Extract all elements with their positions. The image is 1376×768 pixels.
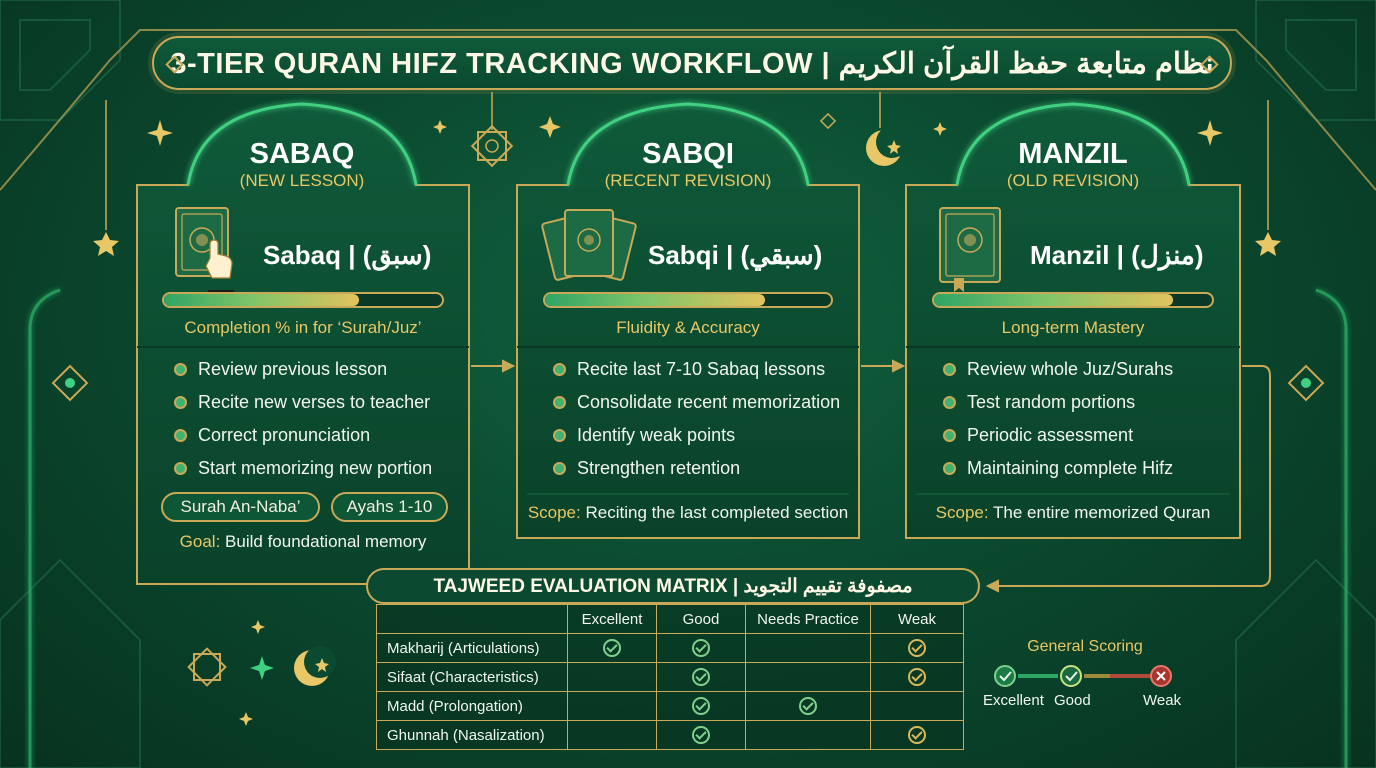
tajweed-matrix-table — [376, 604, 964, 750]
row-label: Sifaat (Characteristics) — [377, 663, 568, 692]
metric-label-sabaq: Completion % in for ‘Surah/Juz’ — [184, 318, 422, 337]
list-item: Recite new verses to teacher — [174, 386, 432, 419]
table-cell — [657, 692, 746, 721]
table-cell — [568, 721, 657, 750]
matrix-title-banner — [366, 568, 980, 604]
table-cell — [871, 692, 964, 721]
metric-label-manzil: Long-term Mastery — [1001, 318, 1145, 337]
matrix-title: TAJWEED EVALUATION MATRIX | مصفوفة تقييم التجويد — [433, 575, 913, 597]
list-item: Review whole Juz/Surahs — [943, 353, 1173, 386]
list-item: Review previous lesson — [174, 353, 432, 386]
column-header: Needs Practice — [746, 605, 871, 634]
check-icon — [908, 668, 926, 686]
table-cell — [871, 663, 964, 692]
list-item: Correct pronunciation — [174, 419, 432, 452]
progress-bar-sabaq — [162, 292, 444, 308]
left-ornament-icon — [53, 300, 87, 470]
table-cell — [746, 692, 871, 721]
bullet-icon — [553, 396, 566, 409]
score-label-good: Good — [1054, 692, 1091, 709]
bullet-icon — [174, 462, 187, 475]
scope-line-manzil: Scope: The entire memorized Quran — [935, 503, 1211, 522]
score-label-excellent: Excellent — [983, 692, 1044, 709]
check-icon — [692, 639, 710, 657]
progress-bar-manzil — [932, 292, 1214, 308]
tier-heading-sabqi: Sabqi | (سبقي) — [648, 240, 823, 270]
steps-list-sabqi — [553, 353, 840, 485]
check-icon — [692, 668, 710, 686]
steps-list-sabaq — [174, 353, 432, 485]
check-icon — [908, 639, 926, 657]
table-header-blank — [377, 605, 568, 634]
scope-line-sabqi: Scope: Reciting the last completed section — [527, 503, 849, 522]
bullet-icon — [553, 462, 566, 475]
progress-fill-sabqi — [545, 294, 765, 306]
score-label-weak: Weak — [1143, 692, 1182, 709]
bullet-icon — [943, 462, 956, 475]
table-row — [377, 692, 964, 721]
tier-subtitle-sabaq: (NEW LESSON) — [239, 171, 365, 190]
tier-heading-manzil: Manzil | (منزل) — [1030, 240, 1204, 270]
table-cell — [657, 721, 746, 750]
stacked-quran-cards-icon — [542, 210, 637, 280]
check-icon — [692, 697, 710, 715]
list-item: Start memorizing new portion — [174, 452, 432, 485]
list-item: Maintaining complete Hifz — [943, 452, 1173, 485]
table-cell — [657, 663, 746, 692]
row-label: Ghunnah (Nasalization) — [377, 721, 568, 750]
tier-heading-sabaq: Sabaq | (سبق) — [263, 240, 432, 270]
title-banner — [152, 36, 1232, 90]
progress-fill-sabaq — [164, 294, 359, 306]
ayahs-pill: Ayahs 1-10 — [331, 492, 448, 522]
surah-pill: Surah An-Naba’ — [161, 492, 320, 522]
column-header: Excellent — [568, 605, 657, 634]
tier-name-sabqi: SABQI — [642, 138, 734, 170]
tier-subtitle-sabqi: (RECENT REVISION) — [604, 171, 772, 190]
list-item: Periodic assessment — [943, 419, 1173, 452]
check-icon — [603, 639, 621, 657]
bullet-icon — [553, 429, 566, 442]
metric-label-sabqi: Fluidity & Accuracy — [616, 318, 760, 337]
table-row — [377, 663, 964, 692]
table-cell — [746, 721, 871, 750]
check-icon — [799, 697, 817, 715]
page-title: 3-TIER QURAN HIFZ TRACKING WORKFLOW | نظام متابعة حفظ القرآن الكريم — [170, 47, 1214, 80]
tier-subtitle-manzil: (OLD REVISION) — [1006, 171, 1140, 190]
table-cell — [746, 663, 871, 692]
bottom-left-ornaments-icon — [189, 646, 336, 686]
table-cell — [568, 634, 657, 663]
column-header: Good — [657, 605, 746, 634]
row-label: Makharij (Articulations) — [377, 634, 568, 663]
quran-book-bookmark-icon — [940, 208, 1000, 292]
table-cell — [568, 663, 657, 692]
bullet-icon — [174, 396, 187, 409]
table-cell — [871, 634, 964, 663]
bullet-icon — [943, 363, 956, 376]
crescent-moon-icon — [866, 126, 908, 166]
check-icon — [908, 726, 926, 744]
table-cell — [568, 692, 657, 721]
goal-line-sabaq: Goal: Build foundational memory — [179, 532, 427, 551]
list-item: Strengthen retention — [553, 452, 840, 485]
list-item: Test random portions — [943, 386, 1173, 419]
list-item: Identify weak points — [553, 419, 840, 452]
scoring-title: General Scoring — [1027, 638, 1143, 655]
bullet-icon — [174, 429, 187, 442]
scoring-meter-icon — [995, 666, 1171, 686]
bullet-icon — [943, 396, 956, 409]
progress-fill-manzil — [934, 294, 1173, 306]
progress-bar-sabqi — [543, 292, 833, 308]
bullet-icon — [553, 363, 566, 376]
table-row — [377, 721, 964, 750]
table-cell — [657, 634, 746, 663]
bullet-icon — [174, 363, 187, 376]
steps-list-manzil — [943, 353, 1173, 485]
bullet-icon — [943, 429, 956, 442]
lantern-star-icon — [472, 126, 512, 166]
table-row — [377, 634, 964, 663]
row-label: Madd (Prolongation) — [377, 692, 568, 721]
tier-name-sabaq: SABAQ — [249, 138, 355, 170]
list-item: Recite last 7-10 Sabaq lessons — [553, 353, 840, 386]
table-cell — [746, 634, 871, 663]
check-icon — [692, 726, 710, 744]
tier-name-manzil: MANZIL — [1018, 138, 1128, 170]
right-ornament-icon — [1289, 300, 1323, 470]
column-header: Weak — [871, 605, 964, 634]
list-item: Consolidate recent memorization — [553, 386, 840, 419]
table-cell — [871, 721, 964, 750]
